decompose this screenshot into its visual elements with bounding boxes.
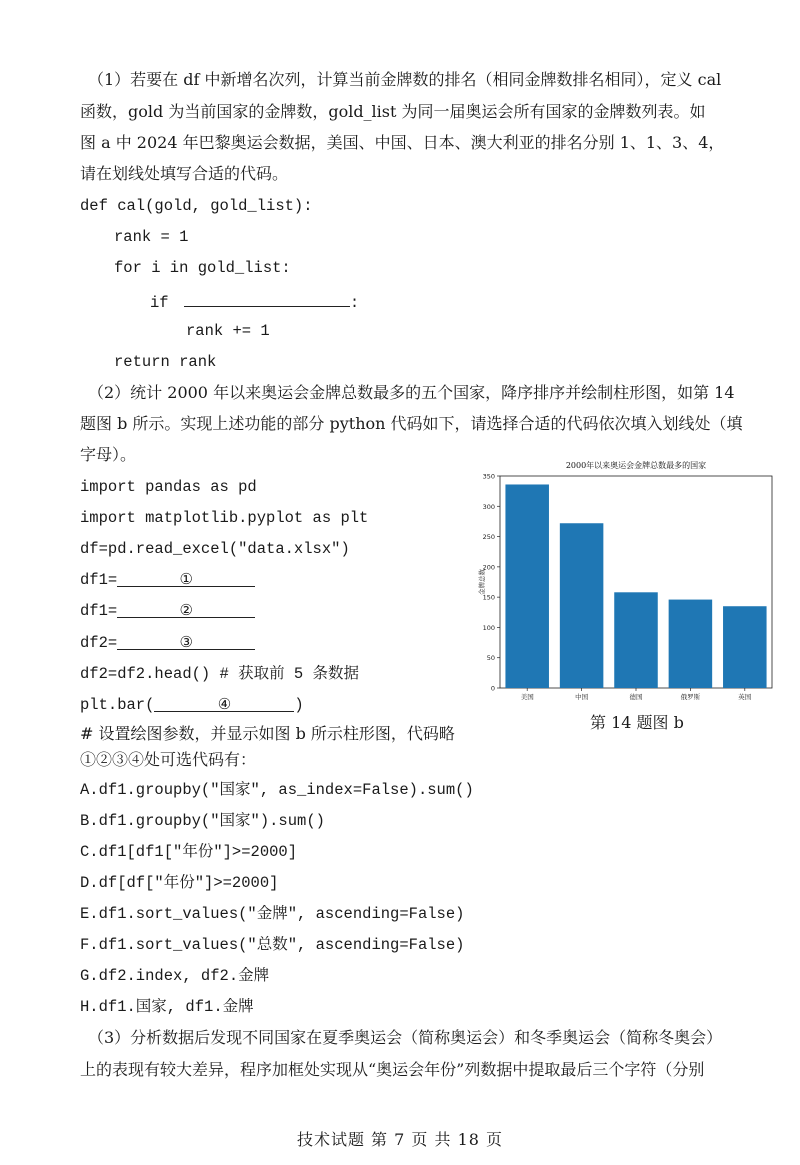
q1-if-prefix: if (150, 294, 169, 312)
y-tick-label-5: 250 (482, 533, 495, 542)
y-tick-label-1: 50 (486, 654, 495, 663)
q2-code-df1-a (80, 570, 255, 590)
q2-para-line-1: （2）统计 2000 年以来奥运会金牌总数最多的五个国家，降序排序并绘制柱形图，如第 14 (88, 383, 735, 402)
bar-3 (669, 600, 713, 688)
q1-code-for: for i in gold_list: (114, 259, 291, 277)
x-tick-label-1: 中国 (575, 693, 589, 701)
q1-if-blank[interactable] (184, 290, 350, 307)
y-tick-label-7: 350 (482, 472, 495, 481)
y-tick-label-3: 150 (482, 593, 495, 602)
q2-bar-prefix: plt.bar( (80, 696, 155, 714)
option-d: D.df[df["年份"]>=2000] (80, 874, 279, 892)
q2-df1-b-label: df1= (80, 602, 118, 620)
q2-comment: # 设置绘图参数，并显示如图 b 所示柱形图，代码略 (80, 724, 455, 743)
option-c: C.df1[df1["年份"]>=2000] (80, 843, 298, 861)
option-f: F.df1.sort_values("总数", ascending=False) (80, 936, 465, 954)
blank-4-marker: ④ (217, 697, 232, 714)
blank-2[interactable] (117, 601, 255, 618)
q2-code-read: df=pd.read_excel("data.xlsx") (80, 540, 350, 558)
q3-para-line-1: （3）分析数据后发现不同国家在夏季奥运会（简称奥运会）和冬季奥运会（简称冬奥会） (88, 1028, 723, 1047)
blank-1-marker: ① (179, 572, 193, 589)
bar-2 (614, 592, 658, 688)
q1-para-line-1: （1）若要在 df 中新增名次列，计算当前金牌数的排名（相同金牌数排名相同），定义 cal (88, 70, 722, 89)
q2-code-df2 (80, 633, 255, 653)
q2-df2-label: df2= (80, 634, 118, 652)
option-g: G.df2.index, df2.金牌 (80, 967, 270, 985)
q2-bar-suffix: ) (294, 696, 304, 714)
bar-chart (476, 456, 776, 706)
q2-code-import-pd: import pandas as pd (80, 478, 257, 496)
option-h: H.df1.国家, df1.金牌 (80, 998, 254, 1016)
q2-df1-a-label: df1= (80, 571, 118, 589)
blank-2-marker: ② (179, 603, 193, 620)
q1-code-rank-init: rank = 1 (114, 228, 189, 246)
q1-para-line-3: 图 a 中 2024 年巴黎奥运会数据，美国、中国、日本、澳大利亚的排名分别 1、1、3、4， (80, 133, 725, 152)
bar-4 (723, 606, 767, 688)
q1-code-if (150, 290, 359, 313)
q1-code-def: def cal(gold, gold_list): (80, 197, 313, 215)
q1-para-line-4: 请在划线处填写合适的代码。 (80, 164, 289, 183)
q2-para-line-2: 题图 b 所示。实现上述功能的部分 python 代码如下，请选择合适的代码依次填入划线处（填 (80, 414, 743, 433)
x-tick-label-0: 美国 (520, 693, 534, 701)
option-e: E.df1.sort_values("金牌", ascending=False) (80, 905, 465, 923)
y-tick-label-0: 0 (490, 684, 495, 693)
y-axis-label: 金牌总数 (478, 569, 486, 595)
figure-caption: 第 14 题图 b (590, 713, 684, 732)
option-a: A.df1.groupby("国家", as_index=False).sum() (80, 781, 474, 799)
blank-1[interactable] (117, 570, 255, 587)
q2-code-df1-b (80, 601, 255, 621)
q1-if-suffix: : (349, 294, 360, 312)
q1-para-line-2: 函数，gold 为当前国家的金牌数，gold_list 为同一届奥运会所有国家的金牌数列表。如 (80, 102, 706, 121)
bar-1 (560, 523, 604, 688)
q2-code-import-plt: import matplotlib.pyplot as plt (80, 509, 369, 527)
blank-4[interactable] (154, 695, 294, 712)
y-tick-label-4: 200 (482, 563, 495, 572)
option-b: B.df1.groupby("国家").sum() (80, 812, 325, 830)
q3-para-line-2: 上的表现有较大差异，程序加框处实现从“奥运会年份”列数据中提取最后三个字符（分别 (80, 1060, 705, 1079)
chart-title: 2000年以来奥运会金牌总数最多的国家 (565, 461, 707, 470)
q2-code-head: df2=df2.head() # 获取前 5 条数据 (80, 665, 360, 683)
y-tick-label-6: 300 (482, 502, 495, 511)
page-footer: 技术试题 第 7 页 共 18 页 (296, 1130, 504, 1149)
blank-3[interactable] (117, 633, 255, 650)
q1-code-return: return rank (114, 353, 217, 371)
x-tick-label-4: 英国 (738, 693, 752, 701)
bar-0 (505, 484, 549, 688)
x-tick-label-2: 德国 (629, 693, 643, 701)
q1-code-rank-inc: rank += 1 (186, 322, 270, 340)
q2-para-line-3: 字母）。 (80, 445, 137, 464)
blank-3-marker: ③ (179, 635, 193, 652)
y-tick-label-2: 100 (482, 623, 495, 632)
x-tick-label-3: 俄罗斯 (680, 693, 701, 701)
q2-options-intro: ①②③④处可选代码有： (80, 750, 257, 769)
q2-code-bar (80, 695, 304, 715)
